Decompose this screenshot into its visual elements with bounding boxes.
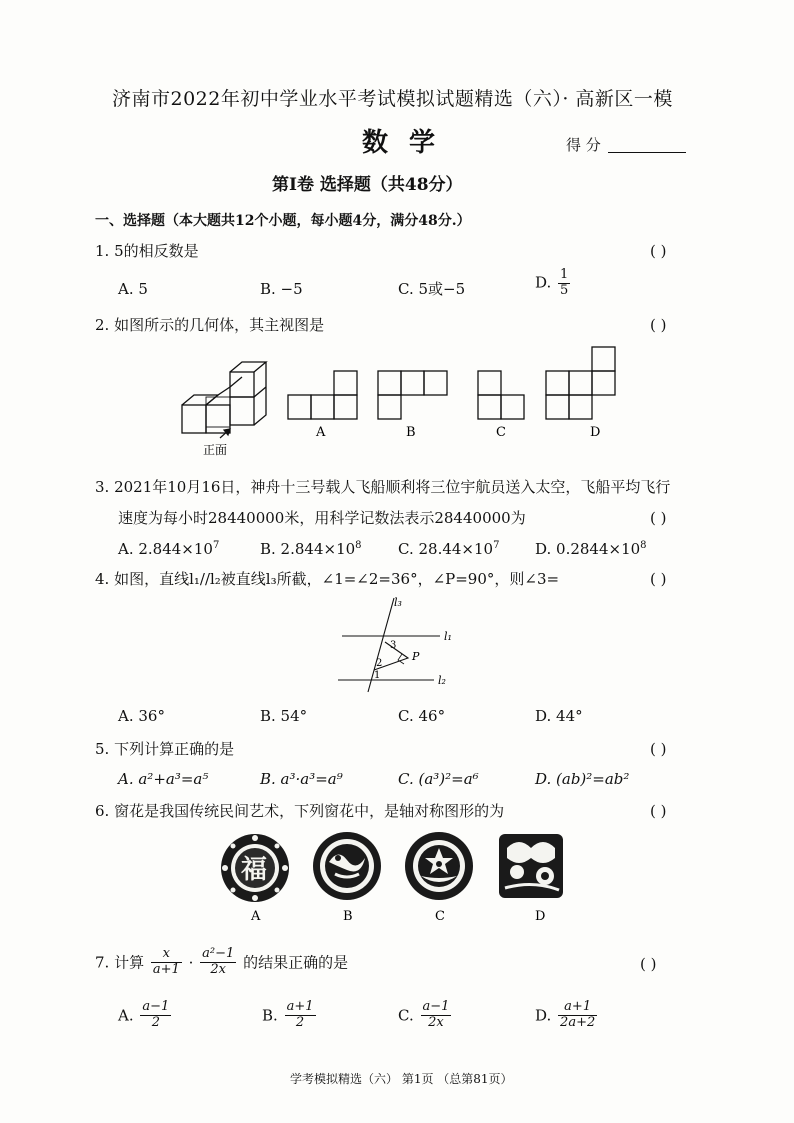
q3-a-exponent: 7 <box>212 540 220 551</box>
q7-d-fraction <box>558 1000 597 1031</box>
q7-suffix: 的结果正确的是 <box>243 953 349 972</box>
q6-paper-cut-a <box>221 834 289 902</box>
q1-option-c: C. 5或−5 <box>398 280 466 298</box>
q3-b-base: B. 2.844×10 <box>260 540 356 558</box>
q7-prefix: 7. 计算 <box>95 953 145 972</box>
q1-d-denominator: 5 <box>560 282 569 298</box>
q7-c-numerator: a−1 <box>422 999 450 1014</box>
q7-b-numerator: a+1 <box>286 999 314 1014</box>
q4-label-1: 1 <box>374 670 381 681</box>
q7-f2-denominator: 2x <box>210 961 227 977</box>
q5-option-b: B. a³·a³=a⁹ <box>260 770 343 788</box>
score-label: 得 分 <box>566 136 601 154</box>
q2-figure-b <box>378 371 447 419</box>
q3-line1: 3. 2021年10月16日，神舟十三号载人飞船顺利将三位宇航员送入太空，飞船平均飞行 <box>95 478 671 496</box>
q6-answer-blank[interactable]: ( ) <box>650 802 667 820</box>
q2-label-c: C <box>496 425 506 440</box>
q7-fraction-1 <box>151 947 182 978</box>
q7-c-fraction <box>421 1000 452 1031</box>
q3-c-exponent: 7 <box>493 540 500 551</box>
part-heading: 一、选择题（本大题共12个小题，每小题4分，满分48分.） <box>95 213 471 229</box>
q7-option-a <box>118 1000 173 1031</box>
q7-c-prefix: C. <box>398 1006 414 1025</box>
q3-answer-blank[interactable]: ( ) <box>650 509 667 527</box>
q5-option-a: A. a²+a³=a⁵ <box>118 770 209 788</box>
q2-label-d: D <box>590 425 601 440</box>
q7-c-denominator: 2x <box>428 1014 444 1030</box>
q3-option-b <box>260 540 362 558</box>
q1-option-d-fraction <box>558 268 570 299</box>
q3-option-a <box>118 540 219 558</box>
q6-label-a: A <box>251 909 261 924</box>
q4-label-l2: l₂ <box>438 674 446 687</box>
q2-solid-figure <box>182 362 266 433</box>
q1-option-a: A. 5 <box>118 280 148 298</box>
q4-label-2: 2 <box>376 658 383 669</box>
q3-a-base: A. 2.844×10 <box>118 540 213 558</box>
q6-paper-cut-d <box>499 834 563 898</box>
q4-label-l3: l₃ <box>394 596 402 609</box>
q7-answer-blank[interactable]: ( ) <box>640 955 657 973</box>
q1-stem: 1. 5的相反数是 <box>95 242 199 260</box>
q7-a-numerator: a−1 <box>142 999 170 1014</box>
exam-title: 济南市2022年初中学业水平考试模拟试题精选（六）· 高新区一模 <box>112 88 673 110</box>
score-blank-line <box>608 152 686 153</box>
q3-b-exponent: 8 <box>355 540 362 551</box>
q2-front-label: 正面 <box>203 443 228 457</box>
q4-option-b: B. 54° <box>260 707 308 725</box>
q3-c-base: C. 28.44×10 <box>398 540 494 558</box>
q4-label-p: P <box>412 650 420 663</box>
q3-d-exponent: 8 <box>640 540 647 551</box>
q3-option-d <box>535 540 647 558</box>
q7-f1-denominator: a+1 <box>152 961 180 977</box>
q3-line2: 速度为每小时28440000米，用科学记数法表示28440000为 <box>118 509 526 527</box>
page-footer: 学考模拟精选（六） 第1页 （总第81页） <box>290 1072 513 1086</box>
q7-b-denominator: 2 <box>295 1014 305 1030</box>
q1-d-numerator: 1 <box>560 267 569 282</box>
q7-b-fraction <box>285 1000 316 1031</box>
q6-label-b: B <box>343 909 353 924</box>
q2-label-b: B <box>406 425 416 440</box>
q2-stem: 2. 如图所示的几何体，其主视图是 <box>95 316 325 334</box>
section-title: 第Ⅰ卷 选择题（共48分） <box>272 175 463 195</box>
q2-label-a: A <box>316 425 326 440</box>
q7-f2-numerator: a²−1 <box>202 946 235 961</box>
q5-answer-blank[interactable]: ( ) <box>650 740 667 758</box>
q7-d-denominator: 2a+2 <box>560 1014 596 1030</box>
q1-option-b: B. −5 <box>260 280 303 298</box>
q7-a-fraction <box>140 1000 171 1031</box>
subject-title: 数 学 <box>362 128 442 158</box>
q7-option-c <box>398 1000 453 1031</box>
q6-label-c: C <box>435 909 445 924</box>
q6-label-d: D <box>535 909 546 924</box>
q6-stem: 6. 窗花是我国传统民间艺术，下列窗花中，是轴对称图形的为 <box>95 802 505 820</box>
q4-right-angle-mark <box>398 654 404 664</box>
q4-option-d: D. 44° <box>535 707 583 725</box>
svg-text:福: 福 <box>241 855 268 885</box>
q6-paper-cut-c <box>405 832 473 900</box>
q2-figures <box>170 340 630 460</box>
q3-option-c <box>398 540 499 558</box>
q5-stem: 5. 下列计算正确的是 <box>95 740 235 758</box>
q4-option-a: A. 36° <box>118 707 165 725</box>
q4-answer-blank[interactable]: ( ) <box>650 570 667 588</box>
q7-d-numerator: a+1 <box>558 1000 597 1016</box>
q7-dot: · <box>188 953 194 972</box>
q7-option-b <box>262 1000 318 1031</box>
q7-a-denominator: 2 <box>151 1014 160 1030</box>
q7-d-prefix: D. <box>535 1006 552 1025</box>
q5-option-d: D. (ab)²=ab² <box>535 770 630 788</box>
q4-label-l1: l₁ <box>444 630 452 643</box>
q1-option-d-prefix: D. <box>535 273 552 292</box>
q7-a-prefix: A. <box>118 1006 134 1025</box>
q7-stem <box>95 947 348 978</box>
q2-figure-a <box>288 371 357 419</box>
q4-figure <box>330 592 470 697</box>
q6-paper-cut-b <box>313 832 381 900</box>
q2-figure-d <box>546 347 615 419</box>
q7-b-prefix: B. <box>262 1006 278 1025</box>
q1-answer-blank[interactable]: ( ) <box>650 242 667 260</box>
q7-f1-numerator: x <box>151 947 182 963</box>
q7-option-d <box>535 1000 599 1031</box>
q5-option-c: C. (a³)²=a⁶ <box>398 770 479 788</box>
q4-option-c: C. 46° <box>398 707 446 725</box>
q2-answer-blank[interactable]: ( ) <box>650 316 667 334</box>
q7-fraction-2 <box>200 947 236 978</box>
q4-label-3: 3 <box>390 640 397 651</box>
q2-figure-c <box>478 371 524 419</box>
q3-d-base: D. 0.2844×10 <box>535 540 641 558</box>
q6-figures <box>215 828 585 926</box>
q4-stem: 4. 如图，直线l₁//l₂被直线l₃所截，∠1=∠2=36°，∠P=90°，则∠3= <box>95 570 560 588</box>
q1-option-d <box>535 268 572 299</box>
